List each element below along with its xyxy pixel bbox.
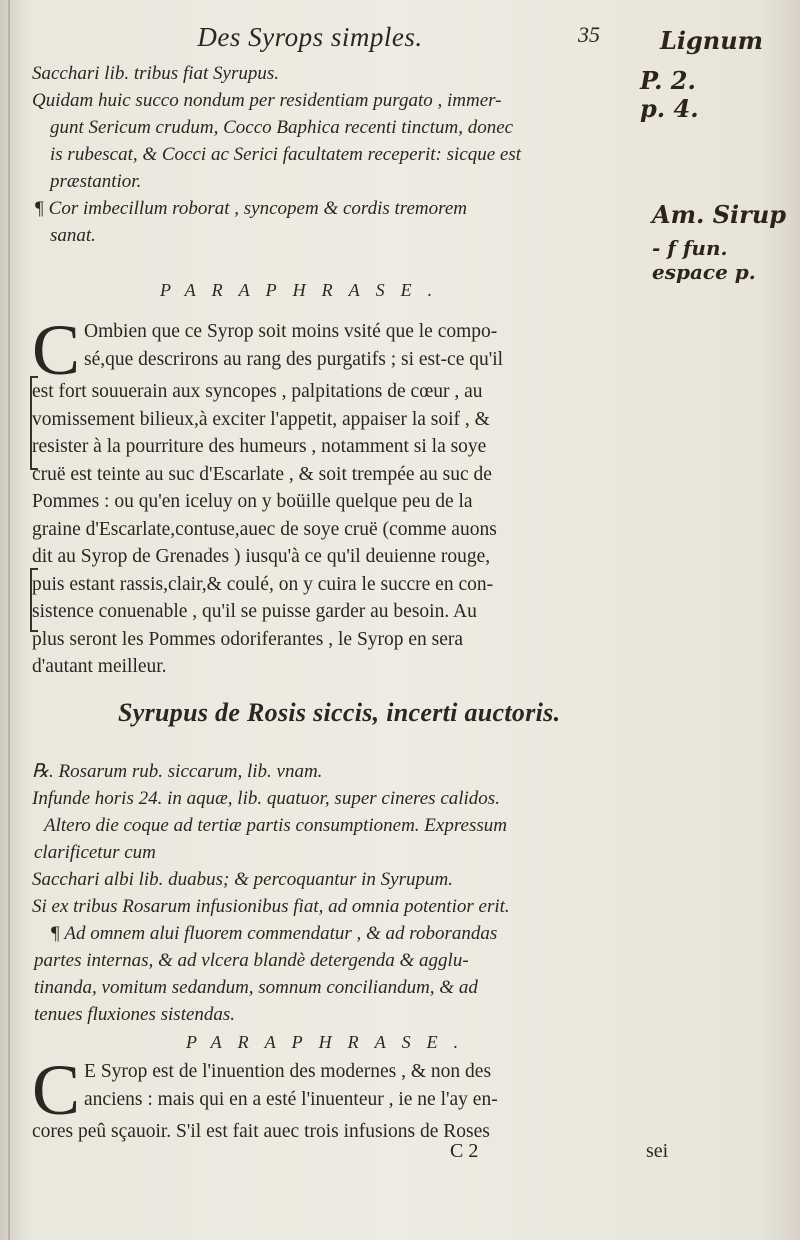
latin-line: Sacchari lib. tribus fiat Syrupus. [32, 63, 279, 84]
recipe-line: Infunde horis 24. in aquæ, lib. quatuor, super cineres calidos. [32, 788, 500, 809]
recipe-line: partes internas, & ad vlcera blandè detergenda & agglu- [34, 950, 469, 971]
french-line: Pommes : ou qu'en iceluy on y boüille quelque peu de la [32, 491, 473, 512]
french-line: Ombien que ce Syrop soit moins vsité que le compo- [84, 321, 498, 342]
running-header: Des Syrops simples. [197, 22, 423, 52]
paraphrase-heading: PARAPHRASE. [160, 280, 449, 300]
french-line: plus seront les Pommes odoriferantes , le Syrop en sera [32, 628, 464, 650]
french-paragraph-2 [32, 1050, 632, 1146]
recipe-line: Si ex tribus Rosarum infusionibus fiat, ad omnia potentior erit. [32, 896, 510, 917]
french-paragraph-1 [32, 310, 632, 681]
handwritten-note-3: p. 4. [640, 94, 699, 123]
handwritten-note-2: P. 2. [640, 66, 696, 95]
recipe-line: Sacchari albi lib. duabus; & percoquantur in Syrupum. [32, 869, 453, 890]
french-line: resister à la pourriture des humeurs , notamment si la soye [32, 436, 487, 457]
recipe-line: clarificetur cum [34, 842, 156, 863]
french-line: cores peû sçauoir. S'il est fait auec trois infusions de Roses [32, 1121, 490, 1142]
latin-line: ¶ Cor imbecillum roborat , syncopem & cordis tremorem [34, 198, 467, 219]
french-line: d'autant meilleur. [32, 656, 167, 677]
signature-mark: C 2 [450, 1140, 479, 1162]
drop-capital: C [32, 1050, 81, 1130]
french-line: anciens : mais qui en a esté l'inuenteur , ie ne l'ay en- [84, 1088, 498, 1110]
latin-line: Quidam huic succo nondum per residentiam purgato , immer- [32, 90, 502, 111]
handwritten-note-4: Am. Sirup [652, 200, 787, 229]
french-line: est fort souuerain aux syncopes , palpitations de cœur , au [32, 381, 483, 402]
french-line: puis estant rassis,clair,& coulé, on y cuira le succre en con- [32, 573, 494, 595]
recipe-line: tenues fluxiones sistendas. [34, 1004, 236, 1025]
recipe-line: ℞. Rosarum rub. siccarum, lib. vnam. [32, 761, 323, 782]
french-line: graine d'Escarlate,contuse,auec de soye cruë (comme auons [32, 518, 497, 540]
french-line: E Syrop est de l'inuention des modernes , & non des [84, 1061, 492, 1082]
recipe-title: Syrupus de Rosis siccis, incerti auctoris. [118, 698, 561, 727]
latin-top-block [32, 60, 632, 249]
latin-line: is rubescat, & Cocci ac Serici facultatem receperit: sicque est [50, 144, 522, 165]
paraphrase-heading-2: PARAPHRASE. [186, 1032, 475, 1052]
handwritten-note-1: Lignum [660, 26, 764, 55]
catchword: sei [646, 1140, 669, 1162]
recipe-latin-block [32, 758, 632, 1028]
french-line: dit au Syrop de Grenades ) iusqu'à ce qu'il deuienne rouge, [32, 546, 491, 567]
ink-bracket [30, 376, 38, 470]
latin-line: gunt Sericum crudum, Cocco Baphica recenti tinctum, donec [50, 117, 514, 138]
recipe-line: Altero die coque ad tertiæ partis consumptionem. Expressum [44, 815, 507, 836]
recipe-line: tinanda, vomitum sedandum, somnum conciliandum, & ad [34, 977, 478, 998]
recipe-line: ¶ Ad omnem alui fluorem commendatur , & ad roborandas [50, 923, 498, 944]
page-number: 35 [578, 22, 600, 47]
latin-line: sanat. [50, 225, 96, 246]
handwritten-note-5: - f fun. espace p. [652, 236, 756, 284]
french-line: vomissement bilieux,à exciter l'appetit, appaiser la soif , & [32, 408, 490, 430]
ink-bracket [30, 568, 38, 632]
french-line: sé,que descrirons au rang des purgatifs ; si est-ce qu'il [84, 348, 504, 370]
french-line: cruë est teinte au suc d'Escarlate , & soit trempée au suc de [32, 463, 492, 485]
latin-line: præstantior. [50, 171, 142, 192]
french-line: sistence conuenable , qu'il se puisse garder au besoin. Au [32, 601, 477, 622]
drop-capital: C [32, 310, 81, 390]
binding-gutter [8, 0, 10, 1240]
